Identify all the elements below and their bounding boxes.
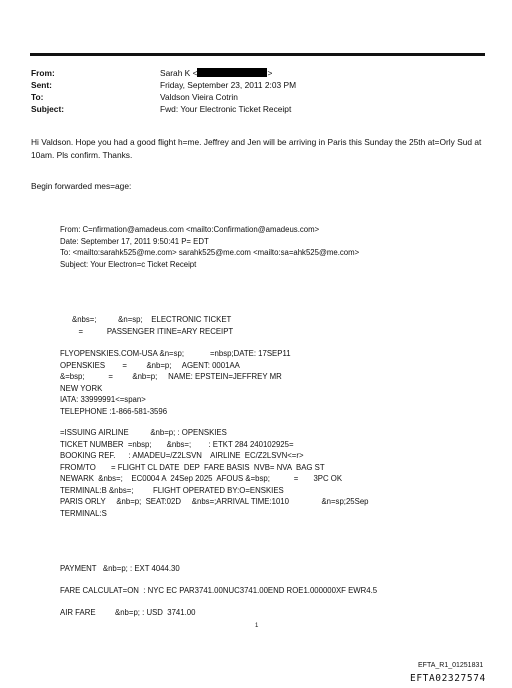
from-suffix: > [267,68,273,78]
ticket-title: &nbs=; &n=sp; ELECTRONIC TICKET [72,315,232,324]
forwarded-subject: Subject: Your Electron=c Ticket Receipt [60,259,197,269]
flight-line: TERMINAL:S [60,508,107,518]
from-value [160,68,272,78]
page-number: 1 [255,623,259,629]
from-label: From: [31,68,55,78]
forwarded-intro: Begin forwarded mes=age: [31,181,132,191]
forwarded-date: Date: September 17, 2011 9:50:41 P= EDT [60,236,209,246]
flight-line: TICKET NUMBER =nbsp; &nbs=; : ETKT 284 240102925= [60,439,294,449]
message-body: Hi Valdson. Hope you had a good flight h=me. Jeffrey and Jen will be arriving in Paris this Sunday the 25th at=Orly Sud at 10am. Pls confirm. Thanks. [31,137,482,160]
redaction-box [197,68,267,77]
agency-line: OPENSKIES = &nb=p; AGENT: 0001AA [60,360,240,370]
flight-line: BOOKING REF. : AMADEU=/Z2LSVN AIRLINE EC/Z2LSVN<=r> [60,451,304,460]
header-rule [30,53,485,56]
flight-line: NEWARK &nbs=; EC0004 A 24Sep 2025 AFOUS &=bsp; = 3PC OK [60,474,343,483]
forwarded-to: To: <mailto:sarahk525@me.com> sarahk525@me.com <mailto:sa=ahk525@me.com> [60,248,360,257]
to-label: To: [31,92,44,102]
document-reference: EFTA_R1_01251831 [418,662,484,669]
agency-line: NEW YORK [60,383,103,393]
flight-line: PARIS ORLY &nb=p; SEAT:02D &nbs=;ARRIVAL TIME:1010 &n=sp;25Sep [60,497,369,506]
flight-line: FROM/TO = FLIGHT CL DATE DEP FARE BASIS NVB= NVA BAG ST [60,462,325,472]
subject-value: Fwd: Your Electronic Ticket Receipt [160,104,292,114]
fare-calculation: FARE CALCULAT=ON : NYC EC PAR3741.00NUC3741.00END ROE1.000000XF EWR4.5 [60,586,378,595]
agency-line: FLYOPENSKIES.COM-USA &n=sp; =nbsp;DATE: 17SEP11 [60,349,291,358]
subject-label: Subject: [31,104,65,114]
ticket-subtitle: = PASSENGER ITINE=ARY RECEIPT [72,326,234,336]
sent-label: Sent: [31,80,52,90]
payment-line: PAYMENT &nb=p; : EXT 4044.30 [60,564,180,573]
sent-value: Friday, September 23, 2011 2:03 PM [160,80,297,90]
bates-number: EFTA02327574 [410,673,486,684]
flight-line: =ISSUING AIRLINE &nb=p; : OPENSKIES [60,428,227,437]
flight-line: TERMINAL:B &nbs=; FLIGHT OPERATED BY:O=ENSKIES [60,485,284,495]
agency-line: &=bsp; = &nb=p; NAME: EPSTEIN=JEFFREY MR [60,372,282,381]
air-fare: AIR FARE &nb=p; : USD 3741.00 [60,608,196,617]
from-name: Sarah K < [160,68,198,78]
agency-line: IATA: 33999991<=span> [60,395,146,404]
forwarded-from: From: C=nfirmation@amadeus.com <mailto:Confirmation@amadeus.com> [60,225,320,234]
agency-line: TELEPHONE :1-866-581-3596 [60,406,168,416]
to-value: Valdson Vieira Cotrin [160,92,238,102]
